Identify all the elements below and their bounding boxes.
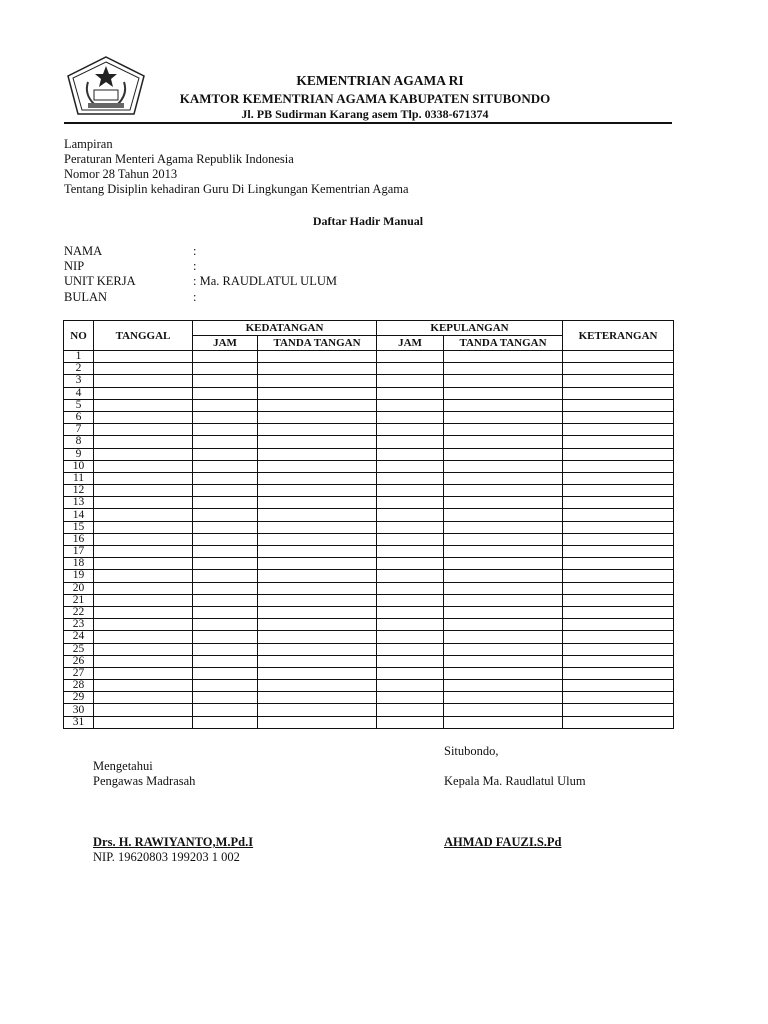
col-keterangan: KETERANGAN xyxy=(563,321,674,351)
table-cell xyxy=(94,521,193,533)
row-number: 6 xyxy=(64,411,94,423)
table-row xyxy=(64,411,674,423)
table-cell xyxy=(377,619,444,631)
table-cell xyxy=(193,351,258,363)
table-row xyxy=(64,375,674,387)
field-nip-value: : xyxy=(193,259,197,273)
table-row xyxy=(64,448,674,460)
table-cell xyxy=(377,680,444,692)
table-cell xyxy=(193,680,258,692)
row-number: 22 xyxy=(64,606,94,618)
table-cell xyxy=(258,619,377,631)
table-cell xyxy=(377,448,444,460)
row-number: 5 xyxy=(64,399,94,411)
table-cell xyxy=(563,594,674,606)
table-cell xyxy=(258,582,377,594)
table-cell xyxy=(258,485,377,497)
table-cell xyxy=(94,558,193,570)
table-cell xyxy=(377,716,444,728)
table-row xyxy=(64,436,674,448)
row-number: 31 xyxy=(64,716,94,728)
table-cell xyxy=(563,533,674,545)
row-number: 20 xyxy=(64,582,94,594)
row-number: 2 xyxy=(64,363,94,375)
header-address: Jl. PB Sudirman Karang asem Tlp. 0338-671374 xyxy=(241,107,489,121)
table-cell xyxy=(563,436,674,448)
table-cell xyxy=(193,546,258,558)
row-number: 19 xyxy=(64,570,94,582)
signature-place: Situbondo, xyxy=(444,744,499,758)
table-cell xyxy=(563,424,674,436)
table-cell xyxy=(444,448,563,460)
table-cell xyxy=(94,716,193,728)
table-cell xyxy=(563,570,674,582)
table-cell xyxy=(444,387,563,399)
table-cell xyxy=(258,692,377,704)
table-cell xyxy=(94,448,193,460)
table-cell xyxy=(193,704,258,716)
table-row xyxy=(64,533,674,545)
table-row xyxy=(64,363,674,375)
table-cell xyxy=(258,399,377,411)
table-cell xyxy=(94,509,193,521)
row-number: 27 xyxy=(64,667,94,679)
table-cell xyxy=(193,399,258,411)
table-cell xyxy=(193,485,258,497)
intro-number: Nomor 28 Tahun 2013 xyxy=(64,167,178,181)
table-cell xyxy=(377,387,444,399)
table-row xyxy=(64,460,674,472)
field-nama-value: : xyxy=(193,244,197,258)
table-cell xyxy=(563,363,674,375)
table-cell xyxy=(563,692,674,704)
table-cell xyxy=(193,716,258,728)
table-cell xyxy=(193,521,258,533)
table-row xyxy=(64,582,674,594)
table-cell xyxy=(377,411,444,423)
table-cell xyxy=(94,363,193,375)
table-cell xyxy=(193,363,258,375)
table-cell xyxy=(377,460,444,472)
row-number: 12 xyxy=(64,485,94,497)
table-cell xyxy=(258,704,377,716)
table-cell xyxy=(258,387,377,399)
table-cell xyxy=(444,375,563,387)
table-cell xyxy=(258,497,377,509)
table-cell xyxy=(563,619,674,631)
table-row xyxy=(64,631,674,643)
table-cell xyxy=(258,680,377,692)
table-cell xyxy=(193,387,258,399)
table-cell xyxy=(258,509,377,521)
table-cell xyxy=(193,448,258,460)
table-cell xyxy=(258,411,377,423)
table-cell xyxy=(94,704,193,716)
table-cell xyxy=(563,509,674,521)
table-cell xyxy=(94,594,193,606)
table-cell xyxy=(94,436,193,448)
table-cell xyxy=(94,351,193,363)
table-cell xyxy=(94,399,193,411)
table-cell xyxy=(193,472,258,484)
table-cell xyxy=(193,570,258,582)
table-row xyxy=(64,619,674,631)
table-cell xyxy=(193,667,258,679)
table-cell xyxy=(258,546,377,558)
table-row xyxy=(64,521,674,533)
row-number: 25 xyxy=(64,643,94,655)
table-cell xyxy=(444,558,563,570)
table-row xyxy=(64,680,674,692)
col-tanggal: TANGGAL xyxy=(94,321,193,351)
table-cell xyxy=(444,424,563,436)
table-row xyxy=(64,558,674,570)
table-row xyxy=(64,399,674,411)
table-cell xyxy=(193,643,258,655)
page-title: Daftar Hadir Manual xyxy=(312,214,424,228)
header-divider xyxy=(64,122,672,124)
field-bulan-label: BULAN xyxy=(64,290,108,304)
row-number: 17 xyxy=(64,546,94,558)
table-cell xyxy=(563,497,674,509)
table-cell xyxy=(258,472,377,484)
table-cell xyxy=(377,424,444,436)
row-number: 24 xyxy=(64,631,94,643)
row-number: 16 xyxy=(64,533,94,545)
table-cell xyxy=(193,424,258,436)
table-cell xyxy=(258,533,377,545)
table-cell xyxy=(94,631,193,643)
table-cell xyxy=(444,716,563,728)
table-cell xyxy=(444,546,563,558)
intro-subject: Tentang Disiplin kehadiran Guru Di Lingkungan Kementrian Agama xyxy=(64,182,409,196)
table-cell xyxy=(94,533,193,545)
table-cell xyxy=(94,582,193,594)
table-cell xyxy=(258,631,377,643)
table-cell xyxy=(94,619,193,631)
table-cell xyxy=(563,558,674,570)
table-cell xyxy=(377,704,444,716)
table-cell xyxy=(563,716,674,728)
field-unit-value: : Ma. RAUDLATUL ULUM xyxy=(193,274,337,288)
table-row xyxy=(64,570,674,582)
table-cell xyxy=(94,680,193,692)
table-cell xyxy=(563,448,674,460)
table-cell xyxy=(193,558,258,570)
row-number: 8 xyxy=(64,436,94,448)
table-cell xyxy=(193,533,258,545)
table-cell xyxy=(258,448,377,460)
table-cell xyxy=(258,594,377,606)
table-cell xyxy=(444,399,563,411)
signature-left-name: Drs. H. RAWIYANTO,M.Pd.I xyxy=(93,835,254,849)
table-cell xyxy=(444,570,563,582)
table-cell xyxy=(94,460,193,472)
table-cell xyxy=(193,606,258,618)
table-cell xyxy=(94,643,193,655)
table-cell xyxy=(377,472,444,484)
col-kepulangan-tanda-tangan: TANDA TANGAN xyxy=(444,336,563,351)
table-row xyxy=(64,692,674,704)
row-number: 3 xyxy=(64,375,94,387)
row-number: 21 xyxy=(64,594,94,606)
table-cell xyxy=(444,631,563,643)
table-row xyxy=(64,606,674,618)
table-cell xyxy=(444,411,563,423)
table-cell xyxy=(94,497,193,509)
table-cell xyxy=(94,667,193,679)
table-cell xyxy=(444,704,563,716)
header-office: KAMTOR KEMENTRIAN AGAMA KABUPATEN SITUBONDO xyxy=(179,91,551,106)
table-row xyxy=(64,485,674,497)
signature-left-role: Pengawas Madrasah xyxy=(93,774,196,788)
table-cell xyxy=(444,582,563,594)
table-cell xyxy=(377,363,444,375)
table-cell xyxy=(563,460,674,472)
table-row xyxy=(64,424,674,436)
table-cell xyxy=(444,606,563,618)
table-row xyxy=(64,643,674,655)
table-cell xyxy=(444,436,563,448)
table-cell xyxy=(258,436,377,448)
table-cell xyxy=(377,692,444,704)
table-cell xyxy=(444,680,563,692)
table-cell xyxy=(377,351,444,363)
table-cell xyxy=(193,509,258,521)
table-cell xyxy=(94,570,193,582)
table-cell xyxy=(563,387,674,399)
table-cell xyxy=(444,485,563,497)
table-row xyxy=(64,704,674,716)
row-number: 13 xyxy=(64,497,94,509)
row-number: 23 xyxy=(64,619,94,631)
table-cell xyxy=(94,387,193,399)
table-cell xyxy=(94,424,193,436)
table-cell xyxy=(193,594,258,606)
table-cell xyxy=(563,680,674,692)
table-cell xyxy=(444,667,563,679)
table-cell xyxy=(193,411,258,423)
table-cell xyxy=(94,375,193,387)
table-cell xyxy=(377,533,444,545)
table-cell xyxy=(94,472,193,484)
row-number: 28 xyxy=(64,680,94,692)
intro-regulation: Peraturan Menteri Agama Republik Indonesia xyxy=(64,152,294,166)
row-number: 7 xyxy=(64,424,94,436)
table-cell xyxy=(377,582,444,594)
table-cell xyxy=(193,582,258,594)
row-number: 1 xyxy=(64,351,94,363)
field-bulan-value: : xyxy=(193,290,197,304)
table-cell xyxy=(193,619,258,631)
table-cell xyxy=(563,521,674,533)
row-number: 11 xyxy=(64,472,94,484)
table-cell xyxy=(563,655,674,667)
table-row xyxy=(64,655,674,667)
attendance-body xyxy=(64,351,674,729)
table-row xyxy=(64,667,674,679)
table-cell xyxy=(193,655,258,667)
table-cell xyxy=(563,704,674,716)
table-cell xyxy=(94,485,193,497)
table-cell xyxy=(444,643,563,655)
table-cell xyxy=(444,655,563,667)
table-cell xyxy=(444,497,563,509)
table-cell xyxy=(377,606,444,618)
table-cell xyxy=(193,692,258,704)
table-cell xyxy=(444,351,563,363)
row-number: 30 xyxy=(64,704,94,716)
table-cell xyxy=(193,436,258,448)
table-cell xyxy=(258,570,377,582)
row-number: 18 xyxy=(64,558,94,570)
signature-left-nip: NIP. 19620803 199203 1 002 xyxy=(93,850,240,864)
table-cell xyxy=(258,667,377,679)
table-cell xyxy=(563,606,674,618)
table-cell xyxy=(444,472,563,484)
table-cell xyxy=(563,411,674,423)
table-cell xyxy=(193,460,258,472)
table-cell xyxy=(258,558,377,570)
table-cell xyxy=(377,509,444,521)
col-kedatangan-tanda-tangan: TANDA TANGAN xyxy=(258,336,377,351)
attendance-table xyxy=(63,320,674,729)
table-cell xyxy=(563,643,674,655)
col-no: NO xyxy=(64,321,94,351)
signature-right-name: AHMAD FAUZI.S.Pd xyxy=(444,835,562,849)
table-cell xyxy=(258,460,377,472)
table-cell xyxy=(258,363,377,375)
table-cell xyxy=(563,546,674,558)
col-kepulangan: KEPULANGAN xyxy=(377,321,563,336)
field-nip-label: NIP xyxy=(64,259,85,273)
table-cell xyxy=(94,655,193,667)
table-cell xyxy=(444,521,563,533)
row-number: 26 xyxy=(64,655,94,667)
table-cell xyxy=(377,655,444,667)
table-cell xyxy=(377,546,444,558)
row-number: 14 xyxy=(64,509,94,521)
table-cell xyxy=(94,411,193,423)
table-cell xyxy=(258,643,377,655)
table-cell xyxy=(258,375,377,387)
table-cell xyxy=(563,351,674,363)
signature-right-role: Kepala Ma. Raudlatul Ulum xyxy=(444,774,586,788)
table-cell xyxy=(444,509,563,521)
table-cell xyxy=(563,631,674,643)
table-cell xyxy=(563,667,674,679)
table-cell xyxy=(258,655,377,667)
signature-known-label: Mengetahui xyxy=(93,759,153,773)
table-cell xyxy=(258,521,377,533)
table-cell xyxy=(563,375,674,387)
table-cell xyxy=(258,351,377,363)
intro-lampiran: Lampiran xyxy=(64,137,113,151)
table-cell xyxy=(377,667,444,679)
table-cell xyxy=(193,375,258,387)
table-cell xyxy=(193,631,258,643)
table-cell xyxy=(444,619,563,631)
row-number: 29 xyxy=(64,692,94,704)
table-row xyxy=(64,716,674,728)
table-row xyxy=(64,594,674,606)
row-number: 9 xyxy=(64,448,94,460)
table-cell xyxy=(563,485,674,497)
table-cell xyxy=(444,460,563,472)
table-row xyxy=(64,387,674,399)
table-cell xyxy=(563,472,674,484)
table-cell xyxy=(258,424,377,436)
col-kedatangan: KEDATANGAN xyxy=(193,321,377,336)
table-row xyxy=(64,351,674,363)
table-cell xyxy=(258,716,377,728)
table-row xyxy=(64,497,674,509)
table-cell xyxy=(377,375,444,387)
table-cell xyxy=(377,436,444,448)
table-cell xyxy=(444,692,563,704)
table-cell xyxy=(94,692,193,704)
table-cell xyxy=(377,558,444,570)
table-cell xyxy=(377,399,444,411)
table-cell xyxy=(377,594,444,606)
row-number: 10 xyxy=(64,460,94,472)
table-cell xyxy=(377,570,444,582)
col-kepulangan-jam: JAM xyxy=(377,336,444,351)
table-cell xyxy=(563,399,674,411)
table-row xyxy=(64,509,674,521)
table-cell xyxy=(94,606,193,618)
table-cell xyxy=(94,546,193,558)
table-cell xyxy=(444,594,563,606)
row-number: 4 xyxy=(64,387,94,399)
table-cell xyxy=(444,363,563,375)
table-cell xyxy=(563,582,674,594)
col-kedatangan-jam: JAM xyxy=(193,336,258,351)
table-row xyxy=(64,546,674,558)
table-cell xyxy=(377,521,444,533)
table-cell xyxy=(258,606,377,618)
table-cell xyxy=(377,631,444,643)
header-ministry: KEMENTRIAN AGAMA RI xyxy=(296,73,464,88)
ministry-logo xyxy=(64,54,148,120)
table-cell xyxy=(377,485,444,497)
table-cell xyxy=(377,643,444,655)
field-nama-label: NAMA xyxy=(64,244,103,258)
table-cell xyxy=(444,533,563,545)
table-row xyxy=(64,472,674,484)
table-cell xyxy=(377,497,444,509)
row-number: 15 xyxy=(64,521,94,533)
table-cell xyxy=(193,497,258,509)
field-unit-label: UNIT KERJA xyxy=(64,274,136,288)
